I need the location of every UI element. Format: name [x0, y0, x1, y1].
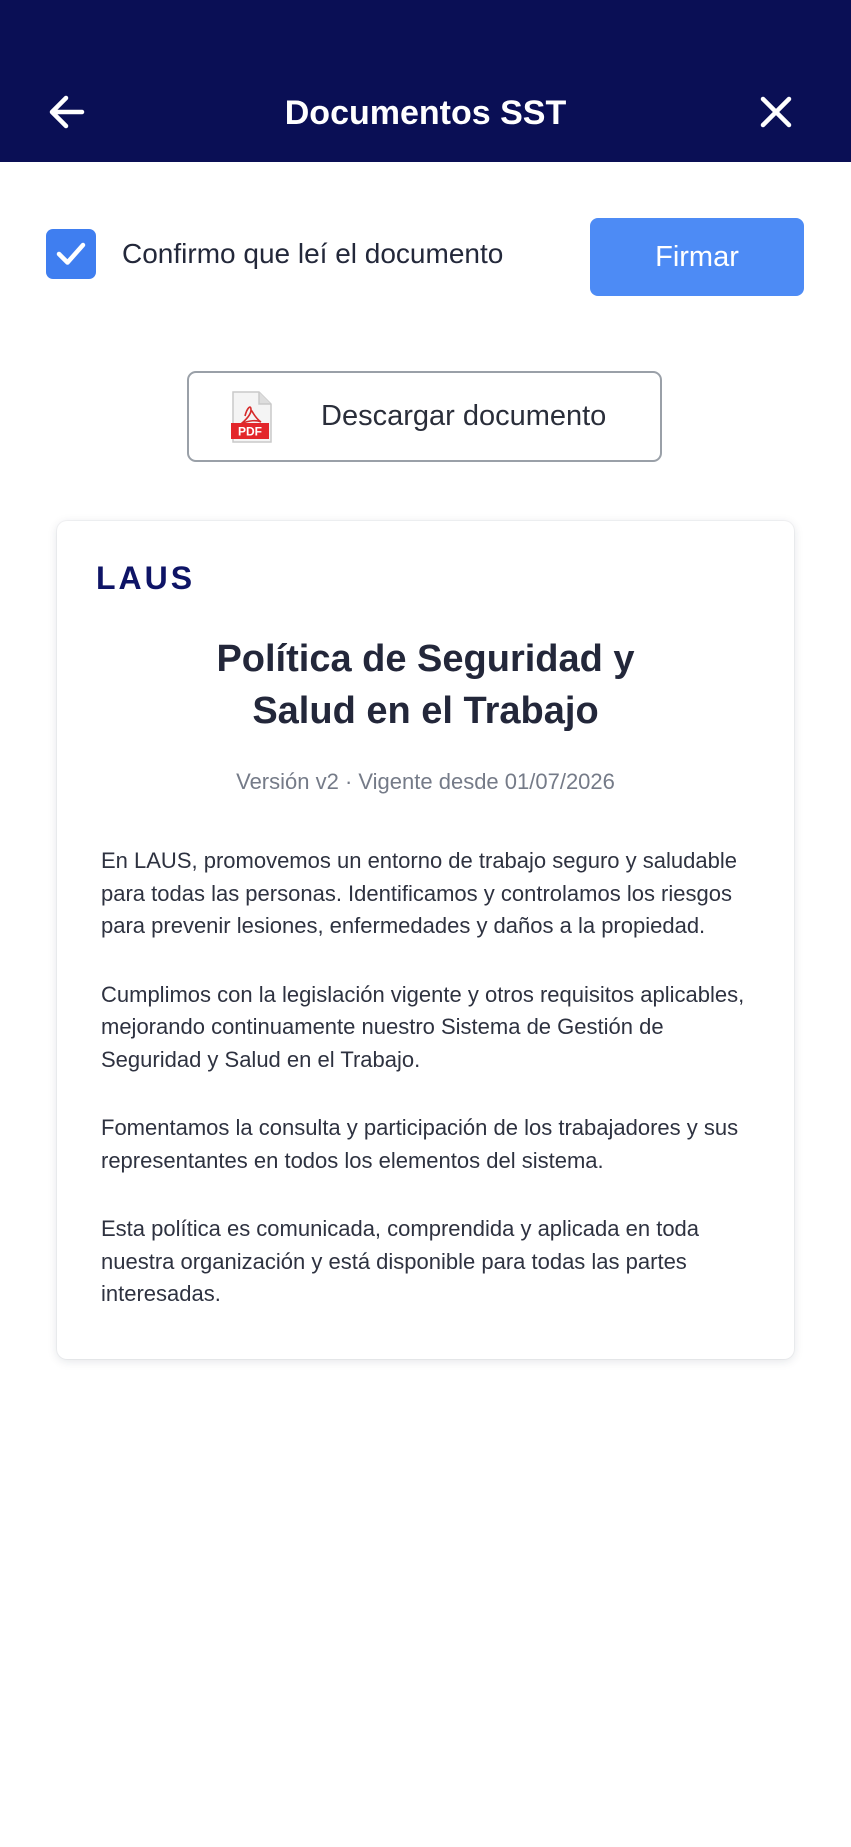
document-paragraph: Cumplimos con la legislación vigente y otros requisitos aplicables, mejorando continuamente nuestro Sistema de Gestión de Seguridad y Salud en el Trabajo.	[101, 981, 745, 1072]
sign-button[interactable]: Firmar	[590, 218, 804, 296]
download-document-button[interactable]	[187, 371, 662, 462]
company-logo: LAUS	[96, 560, 196, 596]
document-version-meta: Versión v2 · Vigente desde 01/07/2026	[236, 769, 615, 794]
checkmark-icon	[55, 240, 87, 268]
pdf-file-icon	[231, 390, 273, 444]
close-button[interactable]	[750, 86, 802, 138]
document-title-line-2: Salud en el Trabajo	[252, 690, 599, 732]
confirm-label: Confirmo que leí el documento	[122, 238, 504, 269]
confirm-read-checkbox-row[interactable]	[46, 229, 503, 279]
document-card	[57, 521, 794, 1359]
document-paragraph: Fomentamos la consulta y participación de los trabajadores y sus representantes en todos los elementos del sistema.	[101, 1115, 739, 1173]
download-label: Descargar documento	[321, 400, 607, 432]
document-title	[97, 633, 754, 737]
document-paragraph: Esta política es comunicada, comprendida y aplicada en toda nuestra organización y está disponible para todas las partes interesadas.	[101, 1216, 700, 1306]
app-header	[0, 0, 851, 162]
document-paragraph: En LAUS, promovemos un entorno de trabajo seguro y saludable para todas las personas. Identificamos y controlamos los riesgos para prevenir lesiones, enfermedades y daños a la propiedad.	[101, 848, 737, 938]
page-title: Documentos SST	[284, 94, 567, 132]
close-icon	[759, 95, 793, 129]
pdf-icon-text: PDF	[238, 424, 262, 438]
confirm-checkbox[interactable]	[46, 229, 96, 279]
document-title-line-1: Política de Seguridad y	[216, 638, 635, 680]
document-body	[101, 845, 766, 1347]
